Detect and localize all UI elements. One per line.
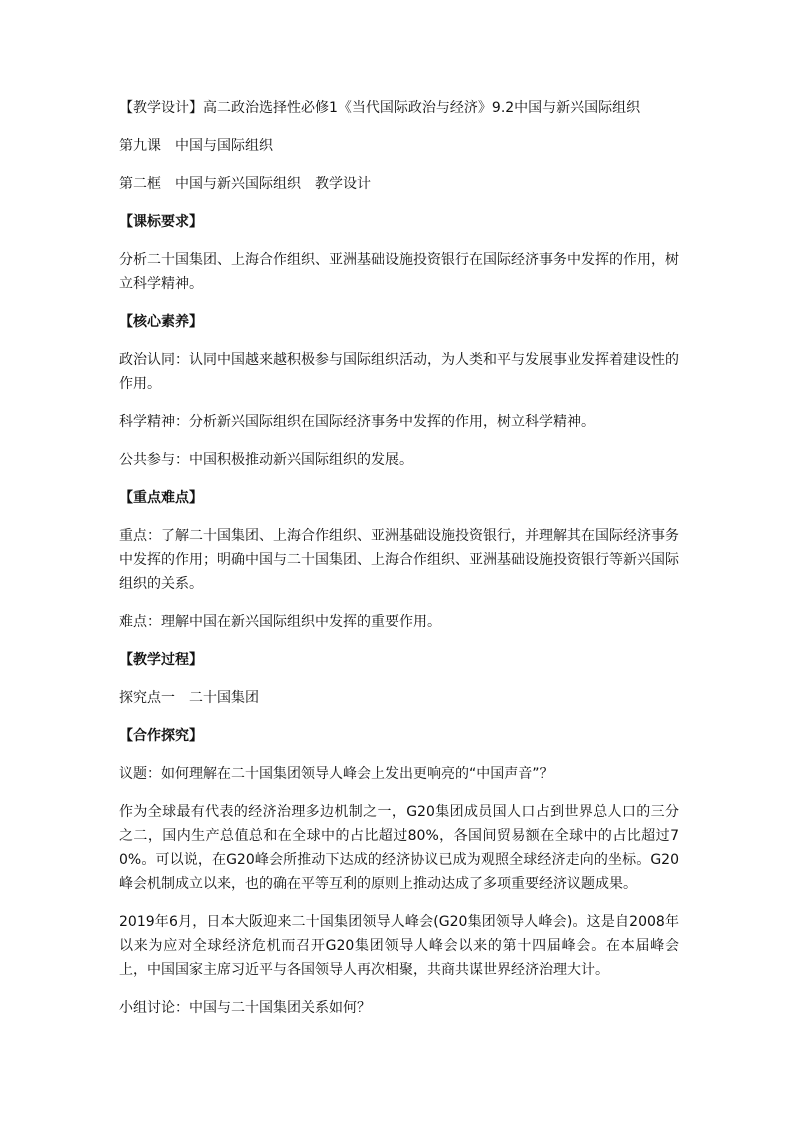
- difficult-point-text: 难点：理解中国在新兴国际组织中发挥的重要作用。: [119, 614, 441, 630]
- lesson-title: 第九课 中国与国际组织: [119, 138, 273, 154]
- literacy-public-participation: 公共参与：中国积极推动新兴国际组织的发展。: [119, 452, 413, 468]
- key-point-text: 重点：了解二十国集团、上海合作组织、亚洲基础设施投资银行，并理解其在国际经济事务中发挥的作用；明确中国与二十国集团、上海合作组织、亚洲基础设施投资银行等新兴国际组织的关系。: [119, 528, 679, 592]
- literacy-scientific-spirit: 科学精神：分析新兴国际组织在国际经济事务中发挥的作用，树立科学精神。: [119, 414, 595, 430]
- explore-point-title: 探究点一 二十国集团: [119, 690, 259, 706]
- heading-core-literacy: 【核心素养】: [119, 314, 203, 330]
- inquiry-topic: 议题：如何理解在二十国集团领导人峰会上发出更响亮的“中国声音”？: [119, 766, 554, 782]
- heading-curriculum-standard: 【课标要求】: [119, 214, 203, 230]
- document-body: [119, 96, 679, 1034]
- curriculum-standard-text: 分析二十国集团、上海合作组织、亚洲基础设施投资银行在国际经济事务中发挥的作用，树立科学精神。: [119, 252, 679, 292]
- document-title: 【教学设计】高二政治选择性必修1《当代国际政治与经济》9.2中国与新兴国际组织: [119, 100, 641, 116]
- heading-key-difficult-points: 【重点难点】: [119, 490, 203, 506]
- literacy-political-identity: 政治认同：认同中国越来越积极参与国际组织活动，为人类和平与发展事业发挥着建设性的作用。: [119, 352, 679, 392]
- heading-cooperative-inquiry: 【合作探究】: [119, 728, 203, 744]
- group-discussion: 小组讨论：中国与二十国集团关系如何？: [119, 1000, 371, 1016]
- heading-teaching-process: 【教学过程】: [119, 652, 203, 668]
- g20-paragraph: 作为全球最有代表的经济治理多边机制之一，G20集团成员国人口占到世界总人口的三分之二，国内生产总值总和在全球中的占比超过80%，各国间贸易额在全球中的占比超过70%。可以说，在G20峰会所推动下达成的经济协议已成为观照全球经济走向的坐标。G20峰会机制成立以来，也的确在平等互利的原则上推动达成了多项重要经济议题成果。: [119, 804, 679, 892]
- osaka-summit-paragraph: 2019年6月，日本大阪迎来二十国集团领导人峰会(G20集团领导人峰会)。这是自2008年以来为应对全球经济危机而召开G20集团领导人峰会以来的第十四届峰会。在本届峰会上，中国国家主席习近平与各国领导人再次相聚，共商共谋世界经济治理大计。: [119, 914, 679, 978]
- section-title: 第二框 中国与新兴国际组织 教学设计: [119, 176, 371, 192]
